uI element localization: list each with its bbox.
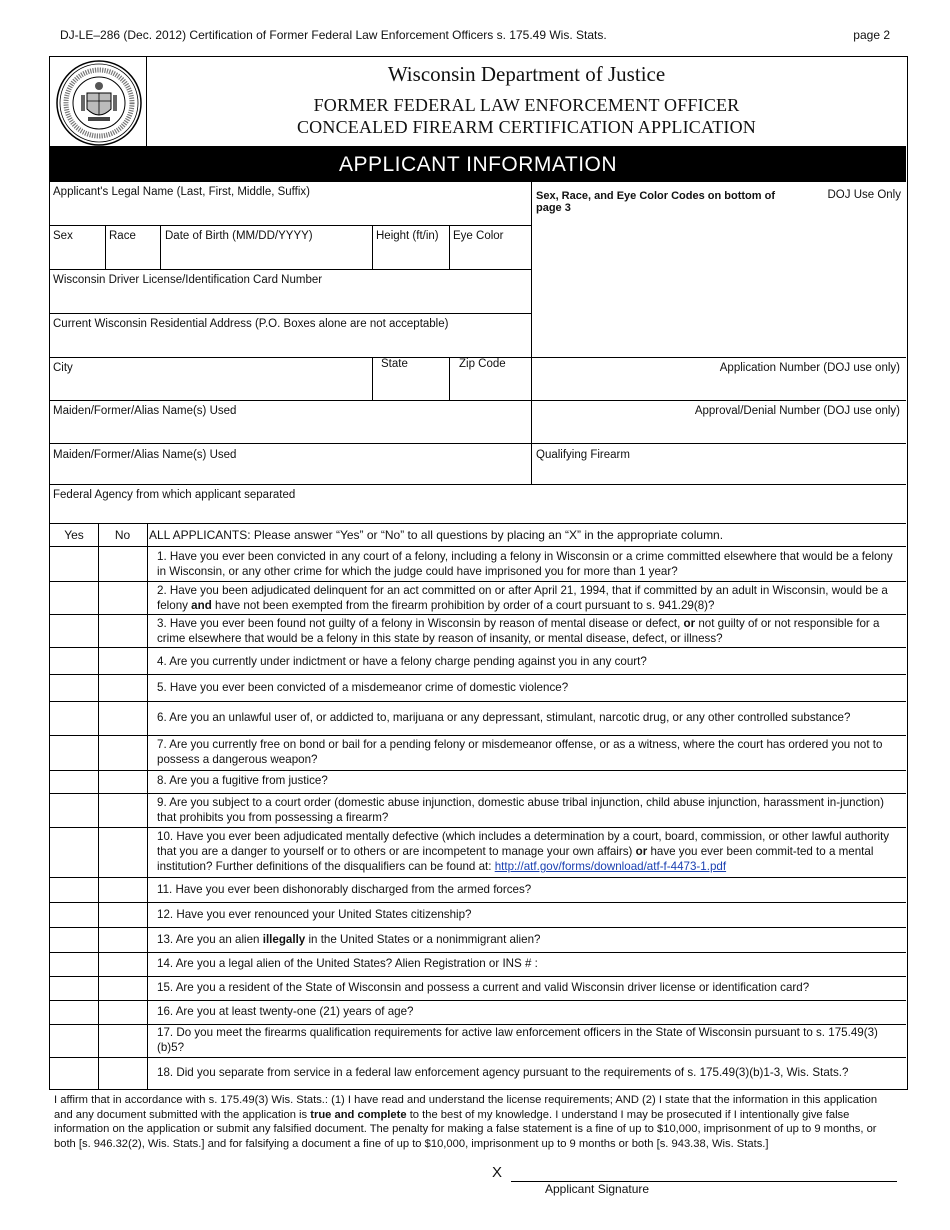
eye-color-field[interactable]: Eye Color xyxy=(453,230,504,242)
question-16: 16. Are you at least twenty-one (21) years of age? xyxy=(157,1005,414,1018)
zip-field[interactable]: Zip Code xyxy=(459,358,506,370)
question-2: 2. Have you been adjudicated delinquent for an act committed on or after April 21, 1994, that if committed by an adult in Wisconsin, would be a felony and have not been exempted from the firearm prohibition by order of a court pursuant to s. 941.29(8)? xyxy=(157,584,888,612)
divider xyxy=(50,546,906,547)
divider xyxy=(50,927,906,928)
legal-name-field[interactable]: Applicant's Legal Name (Last, First, Middle, Suffix) xyxy=(53,186,311,198)
answer-no-q4[interactable] xyxy=(99,647,147,674)
answer-yes-q12[interactable] xyxy=(50,902,98,927)
answer-no-q10[interactable] xyxy=(99,827,147,877)
address-field[interactable]: Current Wisconsin Residential Address (P.O. Boxes alone are not acceptable) xyxy=(53,318,449,330)
form-title-block xyxy=(50,57,906,147)
divider xyxy=(50,400,906,401)
sex-field[interactable]: Sex xyxy=(53,230,73,242)
answer-no-q12[interactable] xyxy=(99,902,147,927)
answer-yes-q10[interactable] xyxy=(50,827,98,877)
seal-box xyxy=(50,57,147,147)
application-number-field: Application Number (DOJ use only) xyxy=(719,362,900,374)
divider xyxy=(50,225,531,226)
codes-note: Sex, Race, and Eye Color Codes on bottom of page 3 xyxy=(536,190,775,214)
question-10: 10. Have you ever been adjudicated mentally defective (which includes a determination by a court, board, commission, or other lawful authority that you are a danger to yourself or to others or are incompetent to manage your own affairs) or have you ever been commit-ted to a mental institution? Further definitions of the disqualifiers can be found at: http://atf.gov/forms/download/atf-f-4473-1.pdf xyxy=(157,830,890,873)
answer-no-q2[interactable] xyxy=(99,581,147,614)
answer-yes-q13[interactable] xyxy=(50,927,98,952)
doj-seal-icon xyxy=(55,59,143,147)
answer-no-q1[interactable] xyxy=(99,546,147,581)
divider xyxy=(50,269,531,270)
question-13: 13. Are you an alien illegally in the United States or a nonimmigrant alien? xyxy=(157,933,541,946)
divider xyxy=(50,701,906,702)
answer-no-q13[interactable] xyxy=(99,927,147,952)
questions-instructions: ALL APPLICANTS: Please answer “Yes” or “No” to all questions by placing an “X” in the appropriate column. xyxy=(149,528,724,542)
divider xyxy=(147,523,148,1089)
answer-no-q14[interactable] xyxy=(99,952,147,976)
answer-no-q8[interactable] xyxy=(99,770,147,793)
form-subtitle-line1: FORMER FEDERAL LAW ENFORCEMENT OFFICER xyxy=(313,95,740,115)
divider xyxy=(50,523,906,524)
state-field[interactable]: State xyxy=(381,358,408,370)
answer-yes-q18[interactable] xyxy=(50,1057,98,1089)
divider xyxy=(50,614,906,615)
answer-yes-q1[interactable] xyxy=(50,546,98,581)
signature-label: Applicant Signature xyxy=(545,1182,650,1196)
answer-yes-q14[interactable] xyxy=(50,952,98,976)
answer-yes-q3[interactable] xyxy=(50,614,98,647)
answer-yes-q9[interactable] xyxy=(50,793,98,827)
divider xyxy=(449,357,450,400)
answer-no-q3[interactable] xyxy=(99,614,147,647)
divider xyxy=(372,357,373,400)
form-header-line xyxy=(60,28,890,44)
height-field[interactable]: Height (ft/in) xyxy=(376,230,439,242)
alias-name-field-1[interactable]: Maiden/Former/Alias Name(s) Used xyxy=(53,405,237,417)
race-field[interactable]: Race xyxy=(109,230,136,242)
answer-no-q15[interactable] xyxy=(99,976,147,1000)
question-15: 15. Are you a resident of the State of Wisconsin and possess a current and valid Wisconsin driver license or identification card? xyxy=(157,981,810,994)
divider xyxy=(50,952,906,953)
answer-yes-q5[interactable] xyxy=(50,674,98,701)
answer-yes-q6[interactable] xyxy=(50,701,98,735)
form-id: DJ-LE–286 (Dec. 2012) Certification of Former Federal Law Enforcement Officers s. 175.49 Wis. Stats. xyxy=(60,28,607,42)
question-3: 3. Have you ever been found not guilty of a felony in Wisconsin by reason of mental disease or defect, or not guilty of or not responsible for a crime elsewhere that would be a felony in this state by reason of insanity, or mental disease, defect, or illness? xyxy=(157,617,880,645)
answer-yes-q2[interactable] xyxy=(50,581,98,614)
divider xyxy=(50,1000,906,1001)
divider xyxy=(50,793,906,794)
answer-no-q11[interactable] xyxy=(99,877,147,902)
atf-definitions-link[interactable]: http://atf.gov/forms/download/atf-f-4473-1.pdf xyxy=(494,860,727,873)
divider xyxy=(50,735,906,736)
question-18: 18. Did you separate from service in a federal law enforcement agency pursuant to the requirements of s. 175.49(3)(b)1-3, Wis. Stats.? xyxy=(157,1066,849,1079)
signature-mark: X xyxy=(492,1164,503,1181)
question-14: 14. Are you a legal alien of the United States? Alien Registration or INS # : xyxy=(157,957,538,970)
divider xyxy=(50,1057,906,1058)
divider xyxy=(50,770,906,771)
answer-no-q17[interactable] xyxy=(99,1024,147,1057)
answer-no-q5[interactable] xyxy=(99,674,147,701)
section-banner: APPLICANT INFORMATION xyxy=(50,147,906,182)
doj-column-divider xyxy=(531,182,532,484)
answer-yes-q4[interactable] xyxy=(50,647,98,674)
city-field[interactable]: City xyxy=(53,362,73,374)
answer-yes-q11[interactable] xyxy=(50,877,98,902)
federal-agency-field[interactable]: Federal Agency from which applicant separated xyxy=(53,489,296,501)
question-5: 5. Have you ever been convicted of a misdemeanor crime of domestic violence? xyxy=(157,681,569,694)
answer-yes-q7[interactable] xyxy=(50,735,98,770)
answer-no-q6[interactable] xyxy=(99,701,147,735)
question-11: 11. Have you ever been dishonorably discharged from the armed forces? xyxy=(157,883,532,896)
approval-number-field: Approval/Denial Number (DOJ use only) xyxy=(694,405,900,417)
application-form xyxy=(49,56,908,1090)
answer-no-q9[interactable] xyxy=(99,793,147,827)
page-number: page 2 xyxy=(853,28,890,42)
question-1: 1. Have you ever been convicted in any court of a felony, including a felony in Wisconsin or a crime committed elsewhere that would be a felony in Wisconsin, or any other crime for which the judge could have imprisoned you for more than 1 year? xyxy=(157,550,893,578)
divider xyxy=(160,225,161,269)
answer-yes-q15[interactable] xyxy=(50,976,98,1000)
alias-name-field-2[interactable]: Maiden/Former/Alias Name(s) Used xyxy=(53,449,237,461)
title-text xyxy=(147,57,906,147)
dob-field[interactable]: Date of Birth (MM/DD/YYYY) xyxy=(165,230,313,242)
question-9: 9. Are you subject to a court order (domestic abuse injunction, domestic abuse tribal injunction, child abuse injunction, harassment in-junction) that prohibits you from possessing a firearm? xyxy=(157,796,884,824)
question-12: 12. Have you ever renounced your United States citizenship? xyxy=(157,908,472,921)
divider xyxy=(50,827,906,828)
divider xyxy=(50,902,906,903)
divider xyxy=(50,443,906,444)
driver-license-field[interactable]: Wisconsin Driver License/Identification Card Number xyxy=(53,274,323,286)
divider xyxy=(50,581,906,582)
yes-column-header: Yes xyxy=(64,528,84,542)
divider xyxy=(50,976,906,977)
doj-use-only-label: DOJ Use Only xyxy=(827,189,901,201)
answer-yes-q8[interactable] xyxy=(50,770,98,793)
answer-no-q18[interactable] xyxy=(99,1057,147,1089)
question-8: 8. Are you a fugitive from justice? xyxy=(157,774,328,787)
answer-no-q7[interactable] xyxy=(99,735,147,770)
divider xyxy=(50,313,531,314)
question-7: 7. Are you currently free on bond or bail for a pending felony or misdemeanor offense, or as a witness, where the court has ordered you not to possess a dangerous weapon? xyxy=(157,738,883,766)
divider xyxy=(50,674,906,675)
question-6: 6. Are you an unlawful user of, or addicted to, marijuana or any depressant, stimulant, narcotic drug, or any other controlled substance? xyxy=(157,711,851,724)
question-17: 17. Do you meet the firearms qualification requirements for active law enforcement officers in the State of Wisconsin pursuant to s. 175.49(3)(b)5? xyxy=(157,1026,878,1054)
divider xyxy=(50,877,906,878)
answer-yes-q17[interactable] xyxy=(50,1024,98,1057)
answer-yes-q16[interactable] xyxy=(50,1000,98,1024)
qualifying-firearm-field[interactable]: Qualifying Firearm xyxy=(536,449,630,461)
agency-title: Wisconsin Department of Justice xyxy=(387,62,666,86)
affirmation-statement: I affirm that in accordance with s. 175.49(3) Wis. Stats.: (1) I have read and understand the license requirements; AND (2) I state that the information in this application and any document submitted with the application is true and complete to the best of my knowledge. I understand I may be prosecuted if I intentionally give false information on the application or submit any falsified document. The penalty for making a false statement is a fine of up to $10,000, imprisonment of up to 9 months, or both [s. 946.32(2), Wis. Stats.] and for falsifying a document a fine of up to $10,000, imprisonment up to 9 months or both [s. 943.38, Wis. Stats.] xyxy=(54,1094,878,1150)
divider xyxy=(50,647,906,648)
no-column-header: No xyxy=(114,528,131,542)
divider xyxy=(50,484,906,485)
answer-no-q16[interactable] xyxy=(99,1000,147,1024)
question-4: 4. Are you currently under indictment or have a felony charge pending against you in any court? xyxy=(157,655,647,668)
form-subtitle-line2: CONCEALED FIREARM CERTIFICATION APPLICATION xyxy=(296,117,757,137)
